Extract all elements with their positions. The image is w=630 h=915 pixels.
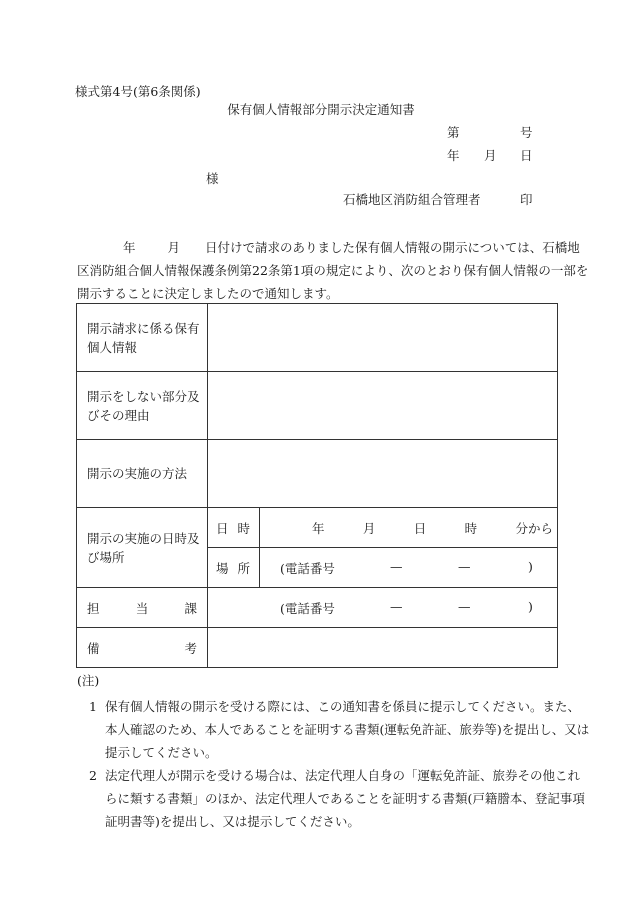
note-1-line-2: 本人確認のため、本人であることを証明する書類(運転免許証、旅券等)を提出し、又は — [105, 722, 590, 737]
disclosure-table — [76, 303, 558, 668]
place-tel-dash-1: — — [390, 558, 403, 574]
body-year: 年 — [123, 240, 136, 255]
body-paragraph — [77, 236, 589, 305]
form-number: 様式第4号(第6条関係) — [75, 84, 201, 99]
value-place[interactable] — [260, 548, 558, 588]
recipient-suffix: 様 — [206, 171, 219, 186]
staff-tel-label: (電話番号 — [280, 600, 335, 616]
note-2 — [77, 764, 585, 833]
sublabel-datetime: 日 時 — [208, 508, 260, 548]
note-2-line-2: らに類する書類」のほか、法定代理人であることを証明する書類(戸籍謄本、登記事項 — [105, 791, 585, 806]
seal-mark: 印 — [520, 192, 533, 207]
note-1-line-3: 提示してください。 — [105, 745, 218, 760]
note-2-line-1: 法定代理人が開示を受ける場合は、法定代理人自身の「運転免許証、旅券その他これ — [105, 768, 581, 783]
value-method[interactable] — [208, 440, 558, 508]
staff-tel-close: ) — [528, 598, 533, 614]
date-month: 月 — [484, 148, 497, 163]
note-1-line-1: 保有個人情報の開示を受ける際には、この通知書を係員に提示してください。また、 — [105, 699, 581, 714]
note-1-number: 1 — [89, 699, 97, 714]
body-line-1-rest: 日付けで請求のありました保有個人情報の開示については、石橋地 — [205, 240, 580, 255]
dt-year: 年 — [312, 520, 325, 536]
staff-tel-dash-2: — — [458, 598, 471, 614]
document-title: 保有個人情報部分開示決定通知書 — [227, 102, 415, 117]
label-method: 開示の実施の方法 — [77, 440, 208, 508]
row-requested-info — [77, 304, 558, 372]
row-remarks — [77, 628, 558, 668]
value-staff[interactable] — [208, 588, 558, 628]
label-undisclosed-part: 開示をしない部分及 びその理由 — [77, 372, 208, 440]
dt-from: 分から — [515, 520, 553, 536]
notes-heading: (注) — [77, 673, 100, 688]
value-remarks[interactable] — [208, 628, 558, 668]
note-2-number: 2 — [89, 768, 97, 783]
dt-hour: 時 — [464, 520, 478, 536]
label-staff: 担 当 課 — [77, 588, 208, 628]
doc-number-prefix: 第 — [447, 125, 460, 140]
sublabel-place: 場 所 — [208, 548, 260, 588]
row-method — [77, 440, 558, 508]
staff-tel-dash-1: — — [390, 598, 403, 614]
body-line-1 — [77, 236, 580, 259]
row-undisclosed-part — [77, 372, 558, 440]
label-datetime-place: 開示の実施の日時及 び場所 — [77, 508, 208, 588]
note-2-line-3: 証明書等)を提出し、又は提示してください。 — [105, 814, 360, 829]
value-requested-info[interactable] — [208, 304, 558, 372]
place-tel-close: ) — [528, 558, 533, 574]
note-1 — [77, 695, 590, 764]
row-staff — [77, 588, 558, 628]
dt-day: 日 — [413, 520, 427, 536]
label-remarks: 備 考 — [77, 628, 208, 668]
place-tel-dash-2: — — [458, 558, 471, 574]
body-line-2: 区消防組合個人情報保護条例第22条第1項の規定により、次のとおり保有個人情報の一部を — [77, 263, 589, 278]
body-month: 月 — [167, 240, 181, 255]
dt-month: 月 — [362, 520, 376, 536]
value-undisclosed-part[interactable] — [208, 372, 558, 440]
place-tel-label: (電話番号 — [280, 560, 335, 576]
doc-number-suffix: 号 — [520, 125, 533, 140]
value-datetime[interactable] — [260, 508, 558, 548]
row-datetime — [77, 508, 558, 548]
issuer-name: 石橋地区消防組合管理者 — [343, 192, 481, 207]
date-year: 年 — [447, 148, 460, 163]
label-requested-info: 開示請求に係る保有 個人情報 — [77, 304, 208, 372]
body-line-3: 開示することに決定しましたので通知します。 — [77, 286, 339, 301]
date-day: 日 — [520, 148, 533, 163]
